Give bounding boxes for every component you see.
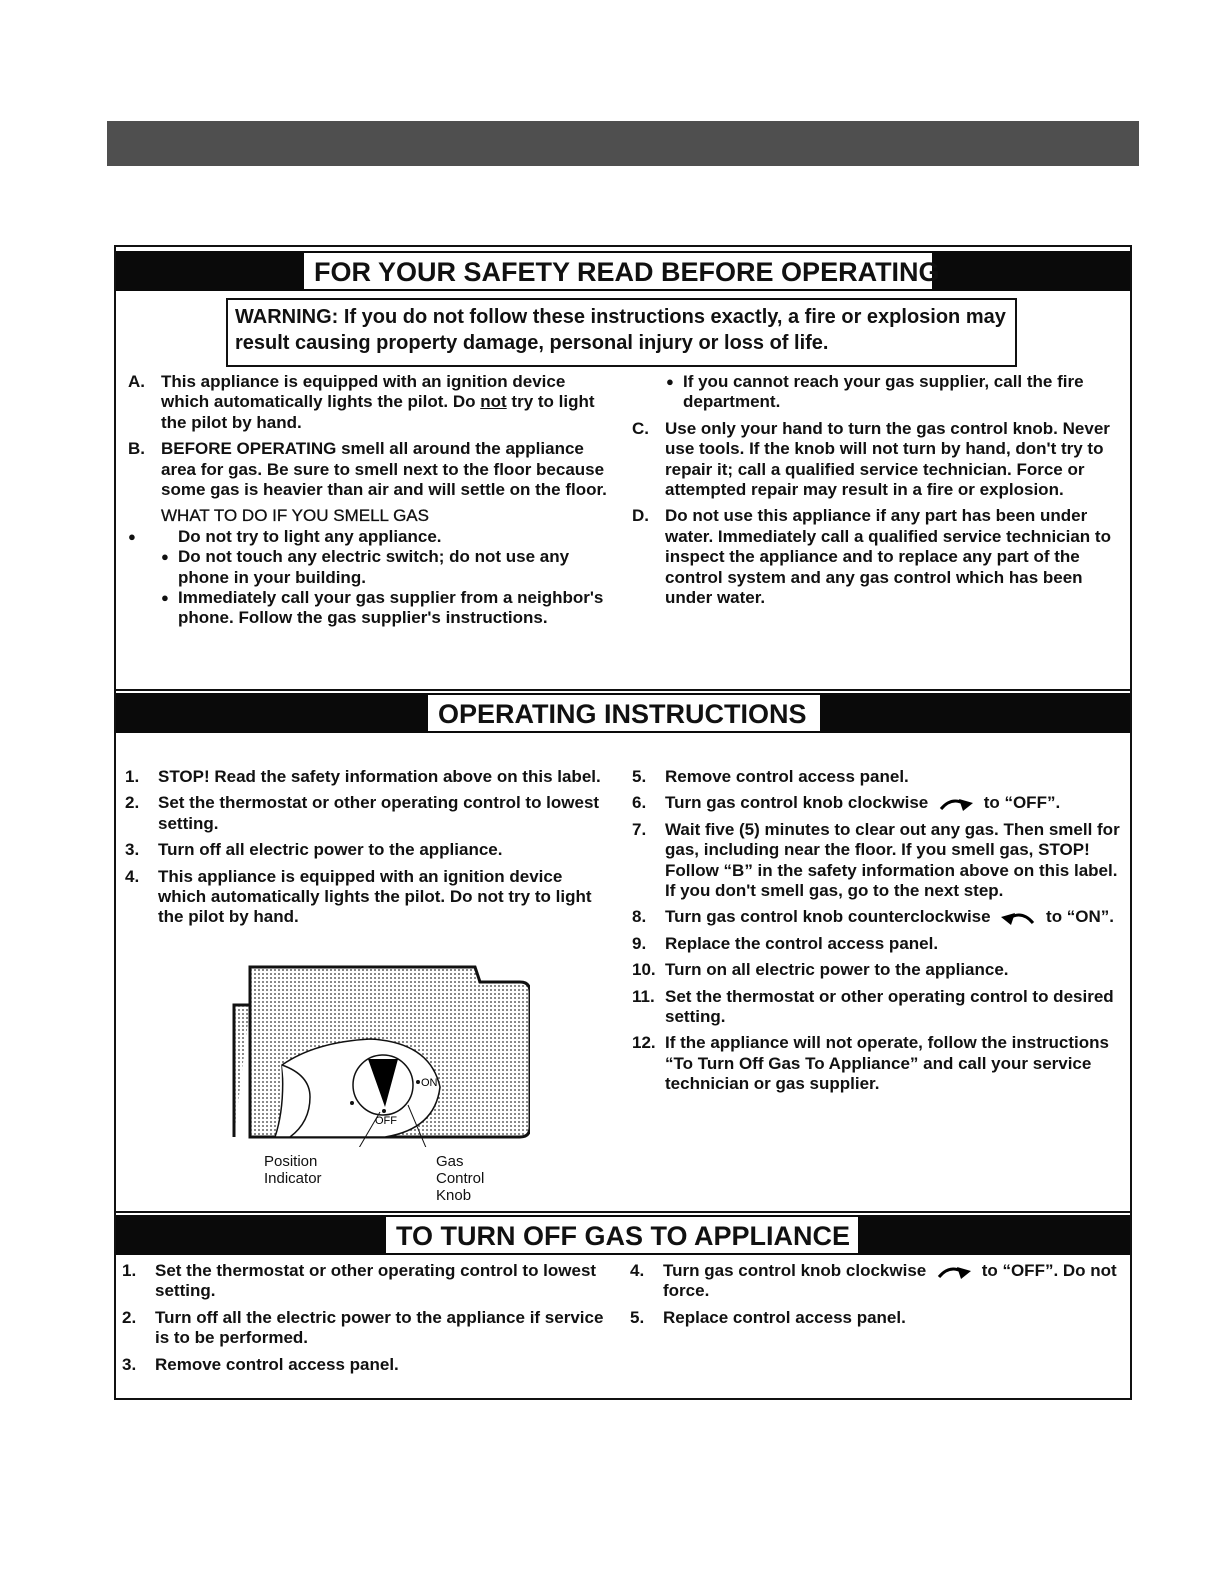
turnoff-title: TO TURN OFF GAS TO APPLIANCE bbox=[386, 1217, 858, 1253]
step-text: Replace control access panel. bbox=[663, 1307, 906, 1327]
safety-label bbox=[114, 245, 1132, 1400]
step-number: 4. bbox=[630, 1261, 645, 1280]
smell-gas-heading: WHAT TO DO IF YOU SMELL GAS bbox=[161, 506, 429, 526]
step-number: 2. bbox=[122, 1307, 137, 1327]
step-text-end: to “OFF”. Do not force. bbox=[663, 1261, 1117, 1301]
bullet-item: ● Do not try to light any appliance. bbox=[128, 527, 618, 547]
step-number: 11. bbox=[632, 986, 655, 1006]
safety-right-column bbox=[632, 372, 1122, 614]
step-text: Wait five (5) minutes to clear out any gas. Then smell for gas, including near the floor. If you smell gas, STOP! Follow “B” in the safety information above on this label. If you don't smell gas, go to the next step. bbox=[665, 819, 1120, 901]
gas-control-knob-label: Gas Control Knob bbox=[436, 1153, 485, 1204]
operating-left-column bbox=[125, 767, 615, 934]
step-text: If the appliance will not operate, follow the instructions “To Turn Off Gas To Appliance” and call your service technician or gas supplier. bbox=[665, 1033, 1109, 1094]
turnoff-left-column bbox=[122, 1261, 612, 1381]
safety-left-column bbox=[128, 372, 618, 629]
item-a-text: This appliance is equipped with an ignition device which automatically lights the pilot. Do bbox=[161, 372, 566, 412]
step-number: 7. bbox=[632, 819, 647, 839]
step-number: 10. bbox=[632, 960, 656, 980]
step-text: Set the thermostat or other operating control to desired setting. bbox=[665, 986, 1114, 1027]
operating-header bbox=[116, 693, 1130, 733]
counterclockwise-arrow-icon bbox=[995, 909, 1041, 927]
warning-text: If you do not follow these instructions exactly, a fire or explosion may result causing property damage, personal injury or loss of life. bbox=[235, 306, 1006, 354]
step-number: 2. bbox=[125, 793, 140, 813]
step-text: Replace the control access panel. bbox=[665, 933, 939, 953]
step-number: 4. bbox=[125, 866, 140, 886]
header-bar bbox=[107, 121, 1139, 166]
turnoff-right-column bbox=[630, 1261, 1120, 1334]
warning-box bbox=[226, 298, 1017, 367]
step-text: Turn gas control knob clockwise bbox=[663, 1261, 927, 1280]
step-text: Set the thermostat or other operating control to lowest setting. bbox=[158, 793, 600, 833]
step-number: 1. bbox=[125, 767, 140, 786]
step-number: 12. bbox=[632, 1033, 656, 1053]
safety-header bbox=[116, 251, 1130, 291]
operating-title: OPERATING INSTRUCTIONS bbox=[428, 695, 820, 731]
position-indicator-label: Position Indicator bbox=[264, 1153, 322, 1187]
gas-control-diagram bbox=[230, 957, 530, 1147]
step-text: Set the thermostat or other operating control to lowest setting. bbox=[155, 1261, 597, 1301]
step-number: 5. bbox=[632, 767, 647, 786]
warning-label: WARNING: bbox=[235, 306, 339, 328]
step-number: 8. bbox=[632, 907, 647, 927]
item-letter: C. bbox=[632, 418, 649, 438]
clockwise-arrow-icon bbox=[933, 795, 979, 813]
divider bbox=[116, 1211, 1130, 1213]
divider bbox=[116, 689, 1130, 691]
item-letter: A. bbox=[128, 372, 145, 391]
off-label: OFF bbox=[375, 1115, 397, 1127]
safety-title: FOR YOUR SAFETY READ BEFORE OPERATING bbox=[304, 253, 932, 289]
step-text: Turn on all electric power to the appliance. bbox=[665, 960, 1009, 980]
step-text: Turn off all electric power to the appliance. bbox=[158, 840, 503, 860]
item-a-underlined: not bbox=[480, 392, 507, 412]
operating-right-column bbox=[632, 767, 1122, 1101]
bullet-item: ● Immediately call your gas supplier from a neighbor's phone. Follow the gas supplier's instructions. bbox=[161, 588, 618, 629]
step-number: 6. bbox=[632, 793, 647, 813]
step-number: 3. bbox=[125, 840, 140, 860]
step-text: This appliance is equipped with an ignition device which automatically lights the pilot. Do not try to light the pilot by hand. bbox=[158, 866, 592, 927]
turnoff-header bbox=[116, 1215, 1130, 1255]
step bbox=[125, 840, 615, 860]
clockwise-arrow-icon bbox=[931, 1263, 977, 1281]
step-text-end: to “OFF”. bbox=[978, 793, 1061, 813]
step-number: 3. bbox=[122, 1354, 137, 1374]
step-text: Turn off all the electric power to the appliance if service is to be performed. bbox=[155, 1307, 604, 1348]
step-number: 5. bbox=[630, 1307, 645, 1327]
step-text: STOP! Read the safety information above on this label. bbox=[158, 767, 601, 786]
step-number: 9. bbox=[632, 933, 647, 953]
item-c-text: Use only your hand to turn the gas control knob. Never use tools. If the knob will not turn by hand, don't try to repair it; call a qualified service technician. Force or attempted repair may result in a fire or explosion. bbox=[665, 418, 1110, 500]
item-letter: B. bbox=[128, 439, 145, 459]
bullet-item: ● Do not touch any electric switch; do not use any phone in your building. bbox=[161, 547, 618, 588]
step-text-end: to “ON”. bbox=[1041, 907, 1115, 927]
item-letter: D. bbox=[632, 506, 649, 526]
item-d-text: Do not use this appliance if any part has been under water. Immediately call a qualified service technician to inspect the appliance and to replace any part of the control system and any gas control which has been under water. bbox=[665, 506, 1111, 608]
step-text: Remove control access panel. bbox=[155, 1354, 399, 1374]
item-b-text: BEFORE OPERATING smell all around the appliance area for gas. Be sure to smell next to the floor because some gas is heavier than air and will settle on the floor. bbox=[161, 439, 607, 500]
step bbox=[125, 793, 615, 834]
item-a-text-end: try to light the pilot by hand. bbox=[161, 392, 595, 432]
step-number: 1. bbox=[122, 1261, 137, 1280]
step-text: Turn gas control knob clockwise bbox=[665, 793, 929, 813]
on-label: ON bbox=[421, 1077, 438, 1089]
step bbox=[125, 767, 615, 787]
bullet-item: ● If you cannot reach your gas supplier, call the fire department. bbox=[666, 372, 1122, 413]
step-text: Turn gas control knob counterclockwise bbox=[665, 907, 991, 927]
step bbox=[125, 867, 615, 928]
step-text: Remove control access panel. bbox=[665, 767, 909, 786]
